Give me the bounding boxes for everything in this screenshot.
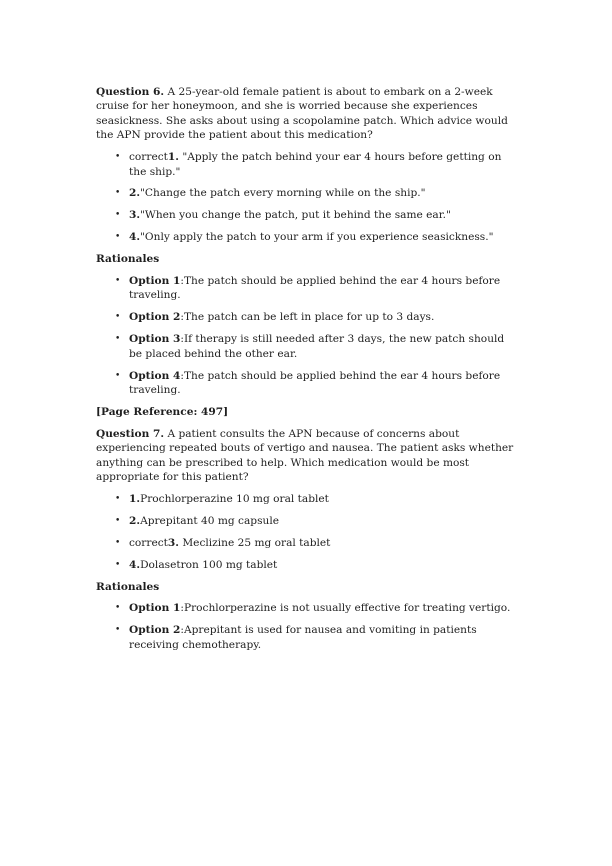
option-text: Dolasetron 100 mg tablet [140, 558, 278, 571]
question-7-label: Question 7. [96, 427, 165, 440]
rationale-label: Option 4 [129, 369, 181, 382]
q6-rationale-1 [96, 274, 516, 303]
rationale-label: Option 1 [129, 275, 181, 288]
rationale-text: :Aprepitant is used for nausea and vomiting in patients receiving chemotherapy. [129, 624, 477, 651]
rationale-text: :Prochlorperazine is not usually effective for treating vertigo. [180, 602, 511, 615]
question-6-body: A 25-year-old female patient is about to embark on a 2-week cruise for her honeymoon, and she is worried because she experiences seasickness. She asks about using a scopolamine patch. Which advice would the APN provide the patient about this medication? [96, 86, 508, 142]
option-number: 2. [129, 187, 141, 200]
option-text: "Apply the patch behind your ear 4 hours before getting on the ship." [129, 151, 502, 178]
document-content [96, 85, 516, 660]
bullet-icon: • [115, 188, 121, 199]
rationale-text: :The patch should be applied behind the ear 4 hours before traveling. [129, 369, 501, 396]
rationale-label: Option 2 [129, 311, 181, 324]
q7-rationale-1-text [129, 601, 516, 615]
q7-option-4-text [129, 558, 516, 572]
q7-rationales-heading: Rationales [96, 580, 160, 593]
rationale-text: :The patch should be applied behind the ear 4 hours before traveling. [129, 275, 501, 302]
option-text: "Change the patch every morning while on the ship." [140, 187, 426, 200]
option-number: 1. [129, 492, 141, 505]
correct-marker: correct [129, 151, 168, 164]
question-7-text [96, 427, 516, 485]
bullet-icon: • [115, 493, 121, 504]
question-6-text [96, 85, 516, 143]
q6-rationale-3-text [129, 332, 516, 361]
option-number: 2. [129, 514, 141, 527]
q7-rationale-1 [96, 601, 516, 615]
rationale-text: :If therapy is still needed after 3 days, the new patch should be placed behind the other ear. [129, 333, 505, 360]
q7-rationale-2-text [129, 623, 516, 652]
rationale-label: Option 1 [129, 602, 181, 615]
bullet-icon: • [115, 276, 121, 287]
option-number: 4. [129, 558, 141, 571]
rationale-label: Option 2 [129, 624, 181, 637]
q7-rationale-2 [96, 623, 516, 652]
q7-option-3-text [129, 536, 516, 550]
q6-answer-option-1 [96, 150, 516, 179]
option-number: 4. [129, 231, 141, 244]
q6-option-4-text [129, 230, 516, 244]
q7-answer-option-3 [96, 536, 516, 550]
q7-answer-option-1 [96, 492, 516, 506]
page-reference: [Page Reference: 497] [96, 405, 229, 418]
q6-answer-option-4 [96, 230, 516, 244]
q6-option-1-text [129, 150, 516, 179]
rationale-label: Option 3 [129, 333, 181, 346]
q6-rationale-2 [96, 310, 516, 324]
q7-answer-option-4 [96, 558, 516, 572]
option-text: "Only apply the patch to your arm if you experience seasickness." [140, 231, 494, 244]
question-7-body: A patient consults the APN because of concerns about experiencing repeated bouts of vertigo and nausea. The patient asks whether anything can be prescribed to help. Which medication would be most appropriate for this patient? [96, 427, 514, 484]
q6-rationales-heading: Rationales [96, 253, 160, 266]
option-text: "When you change the patch, put it behind the same ear." [140, 209, 451, 222]
bullet-icon: • [115, 334, 121, 345]
bullet-icon: • [115, 625, 121, 636]
bullet-icon: • [115, 152, 121, 163]
option-text: Aprepitant 40 mg capsule [140, 514, 280, 527]
q7-answer-option-2 [96, 514, 516, 528]
bullet-icon: • [115, 312, 121, 323]
bullet-icon: • [115, 559, 121, 570]
option-text: Meclizine 25 mg oral tablet [178, 536, 331, 549]
bullet-icon: • [115, 232, 121, 243]
correct-marker: correct [129, 536, 168, 549]
q7-option-1-text [129, 492, 516, 506]
rationale-text: :The patch can be left in place for up to 3 days. [180, 311, 435, 324]
bullet-icon: • [115, 603, 121, 614]
q6-rationale-4-text [129, 369, 516, 398]
q6-rationale-2-text [129, 310, 516, 324]
option-number: 1. [167, 151, 179, 164]
q6-answer-option-3 [96, 208, 516, 222]
bullet-icon: • [115, 210, 121, 221]
q6-answer-option-2 [96, 186, 516, 200]
option-text: Prochlorperazine 10 mg oral tablet [140, 492, 329, 505]
bullet-icon: • [115, 515, 121, 526]
bullet-icon: • [115, 537, 121, 548]
bullet-icon: • [115, 370, 121, 381]
q6-rationale-1-text [129, 274, 516, 303]
q6-rationale-4 [96, 369, 516, 398]
question-6-label: Question 6. [96, 86, 165, 98]
q6-option-3-text [129, 208, 516, 222]
q7-option-2-text [129, 514, 516, 528]
q6-option-2-text [129, 186, 516, 200]
option-number: 3. [129, 209, 141, 222]
option-number: 3. [167, 536, 179, 549]
q6-rationale-3 [96, 332, 516, 361]
